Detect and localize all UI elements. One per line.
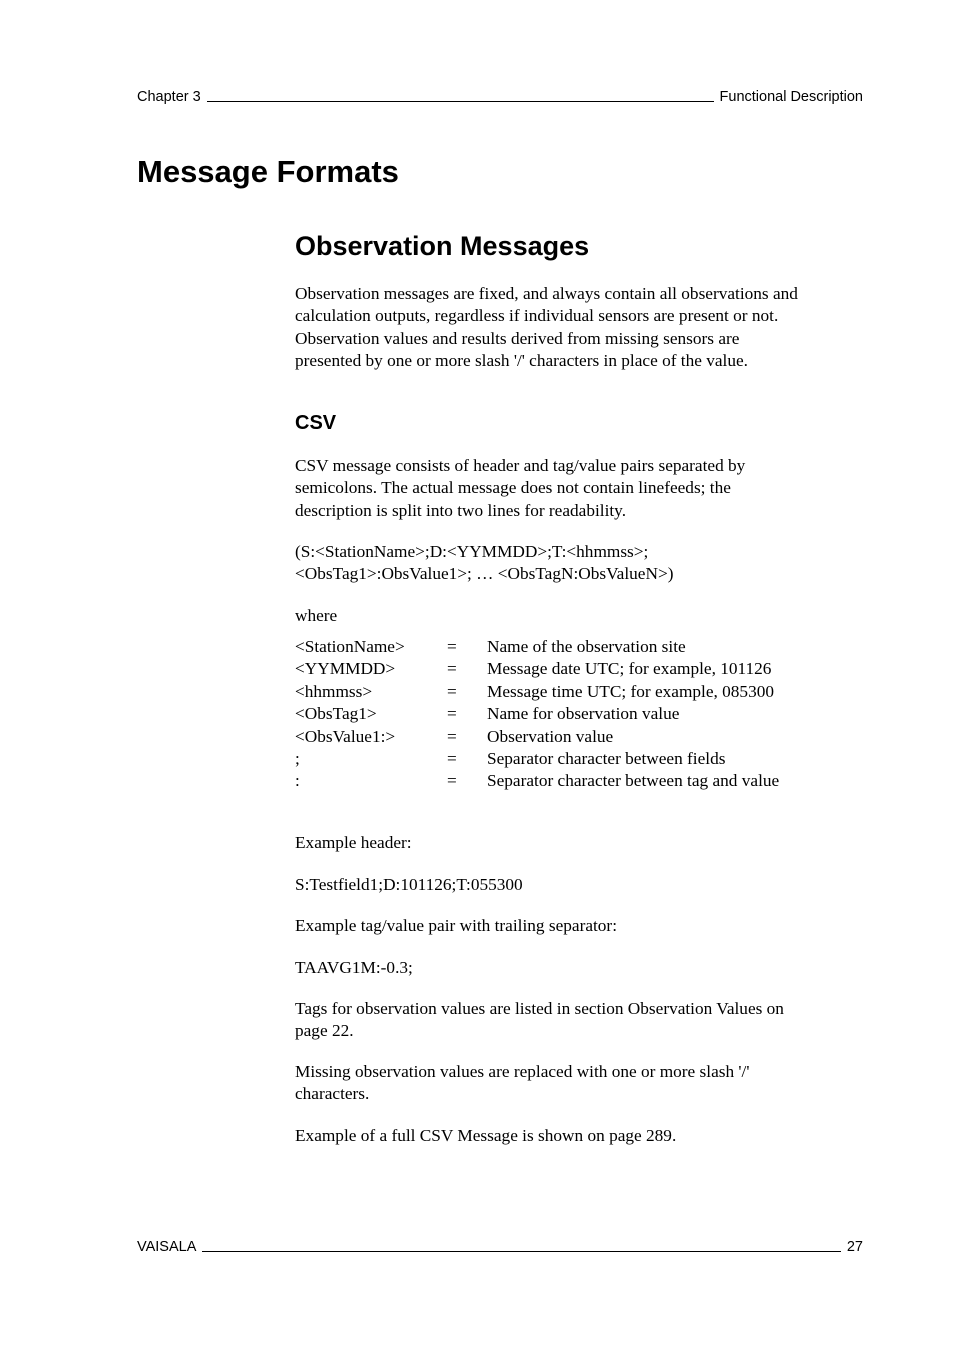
definition-equals: =: [447, 726, 457, 746]
definition-equals: =: [447, 681, 457, 701]
where-block: [295, 605, 865, 627]
definition-term: <StationName>: [295, 637, 405, 656]
where-label: where: [295, 606, 338, 625]
intro-paragraph: [295, 283, 865, 373]
missing-note-line: characters.: [295, 1084, 370, 1104]
definition-description: Separator character between tag and value: [487, 771, 780, 791]
example-header-block: [295, 874, 865, 896]
definition-term: :: [295, 771, 300, 791]
chapter-title: Functional Description: [719, 89, 863, 105]
page-title: Message Formats: [137, 154, 399, 189]
section-heading: Observation Messages: [295, 231, 590, 261]
example-header-label: Example header:: [295, 833, 412, 852]
definition-equals: =: [447, 637, 457, 656]
header-rule: [207, 101, 714, 102]
full-example-note: Example of a full CSV Message is shown on page 289.: [295, 1126, 677, 1145]
definition-description: Message date UTC; for example, 101126: [487, 659, 772, 679]
csv-description: [295, 455, 865, 522]
csv-format: [295, 541, 865, 586]
intro-line: Observation messages are fixed, and always contain all observations and: [295, 284, 798, 303]
footer-rule: [202, 1251, 840, 1252]
definition-description: Separator character between fields: [487, 749, 726, 769]
definition-equals: =: [447, 771, 457, 791]
missing-note: [295, 1061, 865, 1106]
page-number: 27: [846, 1239, 863, 1255]
csv-heading-block: [295, 410, 865, 436]
definition-description: Message time UTC; for example, 085300: [487, 681, 774, 701]
full-example-note-block: [295, 1125, 865, 1147]
definition-description: Observation value: [487, 726, 614, 746]
example-pair-label: Example tag/value pair with trailing separator:: [295, 916, 617, 935]
example-pair-label-block: [295, 915, 865, 937]
definition-list: [295, 636, 865, 793]
example-pair-block: [295, 957, 865, 979]
description-line: CSV message consists of header and tag/value pairs separated by: [295, 456, 746, 475]
definition-equals: =: [447, 749, 457, 769]
intro-line: Observation values and results derived from missing sensors are: [295, 328, 740, 348]
definition-term: ;: [295, 749, 300, 769]
definition-description: Name for observation value: [487, 704, 680, 724]
example-header-label-block: [295, 832, 865, 854]
definition-description: Name of the observation site: [487, 637, 686, 656]
definition-equals: =: [447, 704, 457, 724]
running-footer: [137, 1239, 863, 1255]
description-line: semicolons. The actual message does not contain linefeeds; the: [295, 478, 731, 498]
missing-note-line: Missing observation values are replaced with one or more slash '/': [295, 1062, 750, 1081]
example-header: S:Testfield1;D:101126;T:055300: [295, 875, 523, 894]
intro-line: calculation outputs, regardless if individual sensors are present or not.: [295, 306, 779, 326]
section-observation-messages: [295, 229, 865, 263]
tags-note: [295, 998, 865, 1043]
format-line: <ObsTag1>:ObsValue1>; … <ObsTagN:ObsValueN>): [295, 564, 674, 584]
chapter-label: Chapter 3: [137, 89, 201, 105]
definition-term: <ObsValue1:>: [295, 726, 396, 746]
format-line: (S:<StationName>;D:<YYMMDD>;T:<hhmmss>;: [295, 542, 649, 561]
intro-line: presented by one or more slash '/' characters in place of the value.: [295, 351, 748, 371]
definition-term: <hhmmss>: [295, 681, 373, 701]
running-header: [137, 89, 863, 105]
example-pair: TAAVG1M:-0.3;: [295, 958, 413, 977]
definition-term: <ObsTag1>: [295, 704, 377, 724]
company-name: VAISALA: [137, 1239, 197, 1255]
definition-term: <YYMMDD>: [295, 659, 396, 679]
definition-equals: =: [447, 659, 457, 679]
subsection-heading: CSV: [295, 412, 337, 434]
tags-note-line: Tags for observation values are listed in section Observation Values on: [295, 999, 784, 1018]
tags-note-line: page 22.: [295, 1021, 354, 1041]
description-line: description is split into two lines for readability.: [295, 500, 627, 520]
